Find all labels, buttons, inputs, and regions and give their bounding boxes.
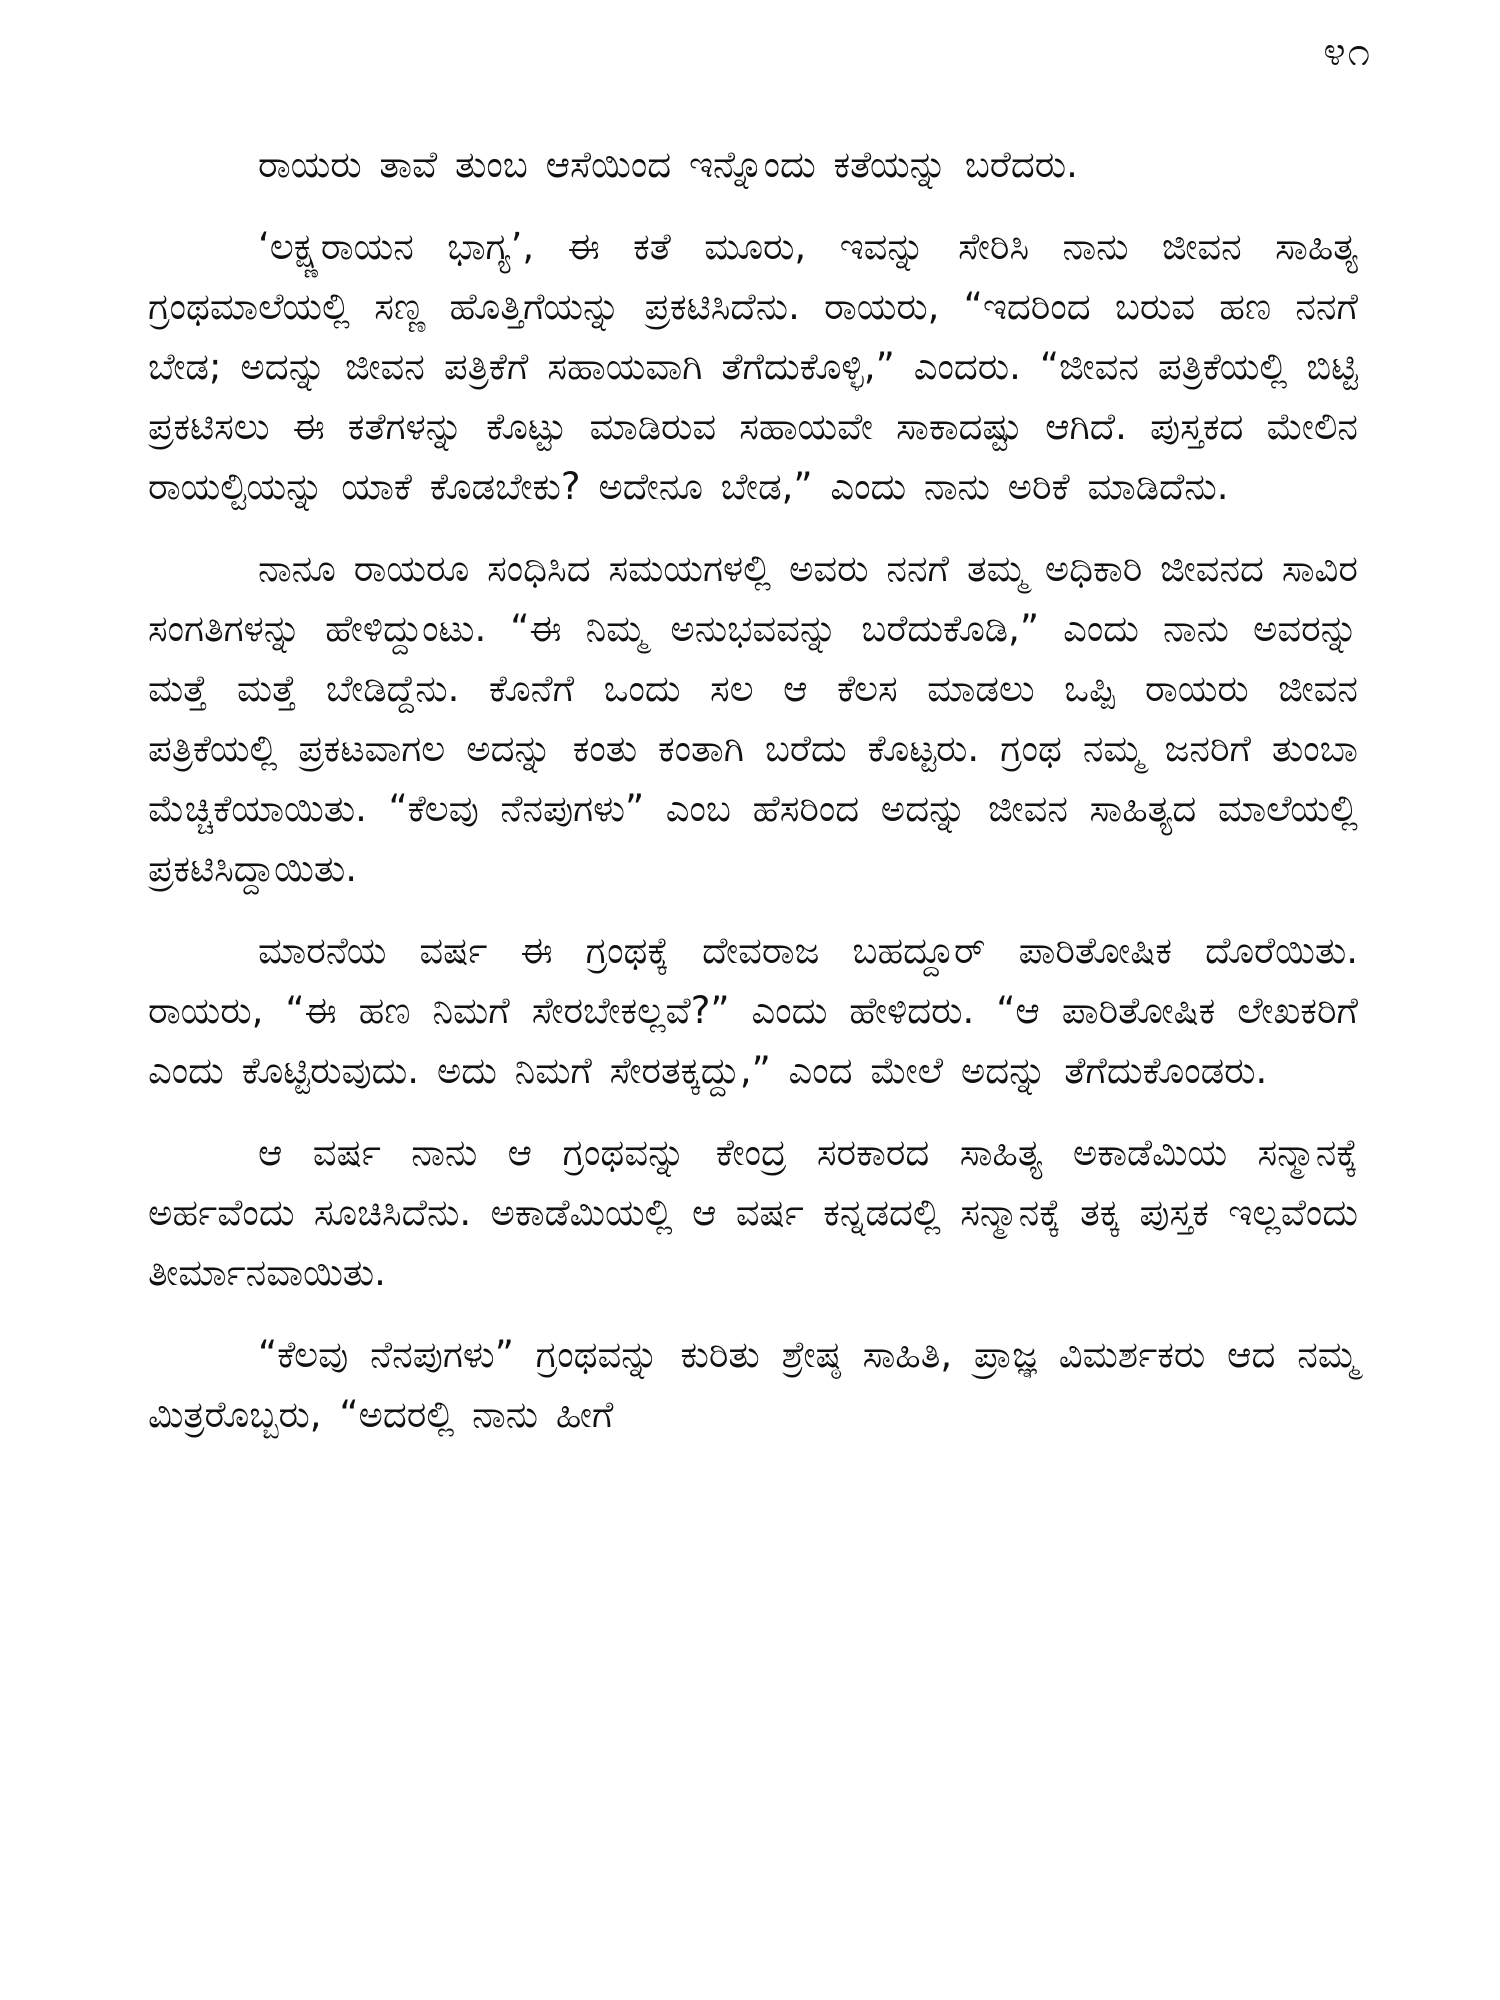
page-number: ೪೧ xyxy=(1323,29,1372,75)
page-body xyxy=(148,135,1358,1467)
paragraph-4: ಮಾರನೆಯ ವರ್ಷ ಈ ಗ್ರಂಥಕ್ಕೆ ದೇವರಾಜ ಬಹದ್ದೂರ್ ಪಾರಿತೋಷಿಕ ದೊರೆಯಿತು. ರಾಯರು, “ಈ ಹಣ ನಿಮಗೆ ಸೇರಬೇಕಲ್ಲವೆ?” ಎಂದು ಹೇಳಿದರು. “ಆ ಪಾರಿತೋಷಿಕ ಲೇಖಕರಿಗೆ ಎಂದು ಕೊಟ್ಟಿರುವುದು. ಅದು ನಿಮಗೆ ಸೇರತಕ್ಕದ್ದು,” ಎಂದ ಮೇಲೆ ಅದನ್ನು ತೆಗೆದುಕೊಂಡರು. xyxy=(148,929,1358,1092)
paragraph-3: ನಾನೂ ರಾಯರೂ ಸಂಧಿಸಿದ ಸಮಯಗಳಲ್ಲಿ ಅವರು ನನಗೆ ತಮ್ಮ ಅಧಿಕಾರಿ ಜೀವನದ ಸಾವಿರ ಸಂಗತಿಗಳನ್ನು ಹೇಳಿದ್ದುಂಟು. “ಈ ನಿಮ್ಮ ಅನುಭವವನ್ನು ಬರೆದುಕೊಡಿ,” ಎಂದು ನಾನು ಅವರನ್ನು ಮತ್ತೆ ಮತ್ತೆ ಬೇಡಿದ್ದೆನು. ಕೊನೆಗೆ ಒಂದು ಸಲ ಆ ಕೆಲಸ ಮಾಡಲು ಒಪ್ಪಿ ರಾಯರು ಜೀವನ ಪತ್ರಿಕೆಯಲ್ಲಿ ಪ್ರಕಟವಾಗಲ ಅದನ್ನು ಕಂತು ಕಂತಾಗಿ ಬರೆದು ಕೊಟ್ಟರು. ಗ್ರಂಥ ನಮ್ಮ ಜನರಿಗೆ ತುಂಬಾ ಮೆಚ್ಚಿಕೆಯಾಯಿತು. “ಕೆಲವು ನೆನಪುಗಳು” ಎಂಬ ಹೆಸರಿಂದ ಅದನ್ನು ಜೀವನ ಸಾಹಿತ್ಯದ ಮಾಲೆಯಲ್ಲಿ ಪ್ರಕಟಿಸಿದ್ದಾಯಿತು. xyxy=(148,547,1358,890)
paragraph-5: ಆ ವರ್ಷ ನಾನು ಆ ಗ್ರಂಥವನ್ನು ಕೇಂದ್ರ ಸರಕಾರದ ಸಾಹಿತ್ಯ ಅಕಾಡೆಮಿಯ ಸನ್ಮಾನಕ್ಕೆ ಅರ್ಹವೆಂದು ಸೂಚಿಸಿದೆನು. ಅಕಾಡೆಮಿಯಲ್ಲಿ ಆ ವರ್ಷ ಕನ್ನಡದಲ್ಲಿ ಸನ್ಮಾನಕ್ಕೆ ತಕ್ಕ ಪುಸ್ತಕ ಇಲ್ಲವೆಂದು ತೀರ್ಮಾನವಾಯಿತು. xyxy=(148,1131,1358,1294)
paragraph-1: ರಾಯರು ತಾವೆ ತುಂಬ ಆಸೆಯಿಂದ ಇನ್ನೊಂದು ಕತೆಯನ್ನು ಬರೆದರು. xyxy=(258,143,1078,186)
paragraph-2: ‘ಲಕ್ಷ್ಣರಾಯನ ಭಾಗ್ಯ’, ಈ ಕತೆ ಮೂರು, ಇವನ್ನು ಸೇರಿಸಿ ನಾನು ಜೀವನ ಸಾಹಿತ್ಯ ಗ್ರಂಥಮಾಲೆಯಲ್ಲಿ ಸಣ್ಣ ಹೊತ್ತಿಗೆಯನ್ನು ಪ್ರಕಟಿಸಿದೆನು. ರಾಯರು, “ಇದರಿಂದ ಬರುವ ಹಣ ನನಗೆ ಬೇಡ; ಅದನ್ನು ಜೀವನ ಪತ್ರಿಕೆಗೆ ಸಹಾಯವಾಗಿ ತೆಗೆದುಕೊಳ್ಳಿ,” ಎಂದರು. “ಜೀವನ ಪತ್ರಿಕೆಯಲ್ಲಿ ಬಿಟ್ಟಿ ಪ್ರಕಟಿಸಲು ಈ ಕತೆಗಳನ್ನು ಕೊಟ್ಟು ಮಾಡಿರುವ ಸಹಾಯವೇ ಸಾಕಾದಷ್ಟು ಆಗಿದೆ. ಪುಸ್ತಕದ ಮೇಲಿನ ರಾಯಲ್ಟಿಯನ್ನು ಯಾಕೆ ಕೊಡಬೇಕು? ಅದೇನೂ ಬೇಡ,” ಎಂದು ನಾನು ಅರಿಕೆ ಮಾಡಿದೆನು. xyxy=(148,225,1358,508)
paragraph-6: “ಕೆಲವು ನೆನಪುಗಳು” ಗ್ರಂಥವನ್ನು ಕುರಿತು ಶ್ರೇಷ್ಠ ಸಾಹಿತಿ, ಪ್ರಾಜ್ಞ ವಿಮರ್ಶಕರು ಆದ ನಮ್ಮ ಮಿತ್ರರೊಬ್ಬರು, “ಅದರಲ್ಲಿ ನಾನು ಹೀಗೆ xyxy=(148,1333,1358,1436)
